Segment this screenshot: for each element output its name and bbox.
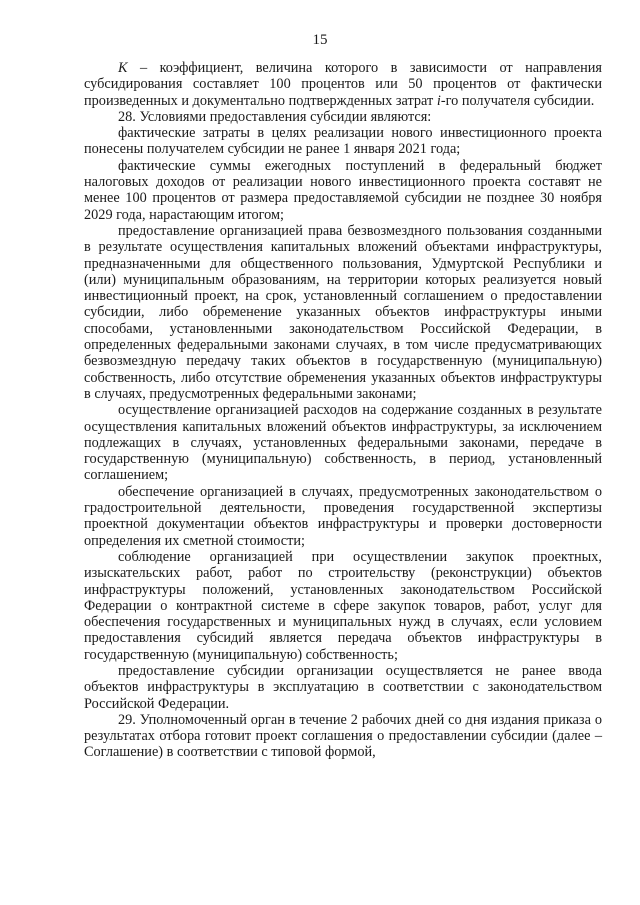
coefficient-definition-text-end: -го получателя субсидии. [440, 92, 595, 109]
paragraph-coefficient-definition [84, 60, 602, 109]
document-body [84, 60, 602, 761]
paragraph-condition-expertise: обеспечение организацией в случаях, предусмотренных законодательством о градостроительной деятельности, проведения государственной экспертизы проектной документации объектов инфраструктуры и проверки достоверности определения их сметной стоимости; [84, 483, 602, 549]
paragraph-28-heading: 28. Условиями предоставления субсидии являются: [118, 108, 432, 125]
coefficient-definition-text: – коэффициент, величина которого в зависимости от направления субсидирования составляет 100 процентов или 50 процентов от фактически произведенных и документально подтвержденных затрат [84, 60, 602, 109]
paragraph-condition-maintenance: осуществление организацией расходов на содержание созданных в результате осуществления капитальных вложений объектов инфраструктуры, за исключением подлежащих в случаях, установленных федеральными законами, передаче в государственную (муниципальную) собственность, в период, установленный соглашением; [84, 402, 602, 484]
paragraph-condition-costs: фактические затраты в целях реализации нового инвестиционного проекта понесены получателем субсидии не ранее 1 января 2021 года; [84, 125, 602, 158]
coefficient-symbol: K [118, 60, 128, 76]
paragraph-condition-commissioning: предоставление субсидии организации осуществляется не ранее ввода объектов инфраструктуры в эксплуатацию в соответствии с законодательством Российской Федерации. [84, 662, 602, 712]
paragraph-condition-procurement: соблюдение организацией при осуществлении закупок проектных, изыскательских работ, работ по строительству (реконструкции) объектов инфраструктуры положений, установленных законодательством Российской Федерации о контрактной системе в сфере закупок товаров, работ, услуг для обеспечения государственных и муниципальных нужд в случаях, если условием предоставления субсидий является передача объектов инфраструктуры в государственную (муниципальную) собственность; [84, 548, 602, 663]
paragraph-condition-free-use: предоставление организацией права безвозмездного пользования созданными в результате осуществления капитальных вложений объектами инфраструктуры, предназначенными для общественного пользования, Удмуртской Республики и (или) муниципальным образованиям, на территории которых реализуется новый инвестиционный проект, на срок, установленный соглашением о предоставлении субсидии, либо обременение указанных объектов инфраструктуры иными способами, установленными законодательством Российской Федерации, в определенных федеральными законами случаях, в том числе предусматривающих безвозмездную передачу таких объектов в государственную (муниципальную) собственность, либо отсутствие обременения указанных объектов инфраструктуры в случаях, предусмотренных федеральными законами; [84, 222, 602, 402]
paragraph-29-agreement: 29. Уполномоченный орган в течение 2 рабочих дней со дня издания приказа о результатах отбора готовит проект соглашения о предоставлении субсидии (далее – Соглашение) в соответствии с типовой формой, [84, 711, 602, 761]
paragraph-condition-tax-revenue: фактические суммы ежегодных поступлений в федеральный бюджет налоговых доходов от реализации нового инвестиционного проекта составят не менее 100 процентов от размера предоставляемой субсидии не позднее 30 ноября 2029 года, нарастающим итогом; [84, 157, 602, 223]
recipient-index-symbol: i [436, 92, 441, 109]
page-number: 15 [312, 32, 328, 48]
